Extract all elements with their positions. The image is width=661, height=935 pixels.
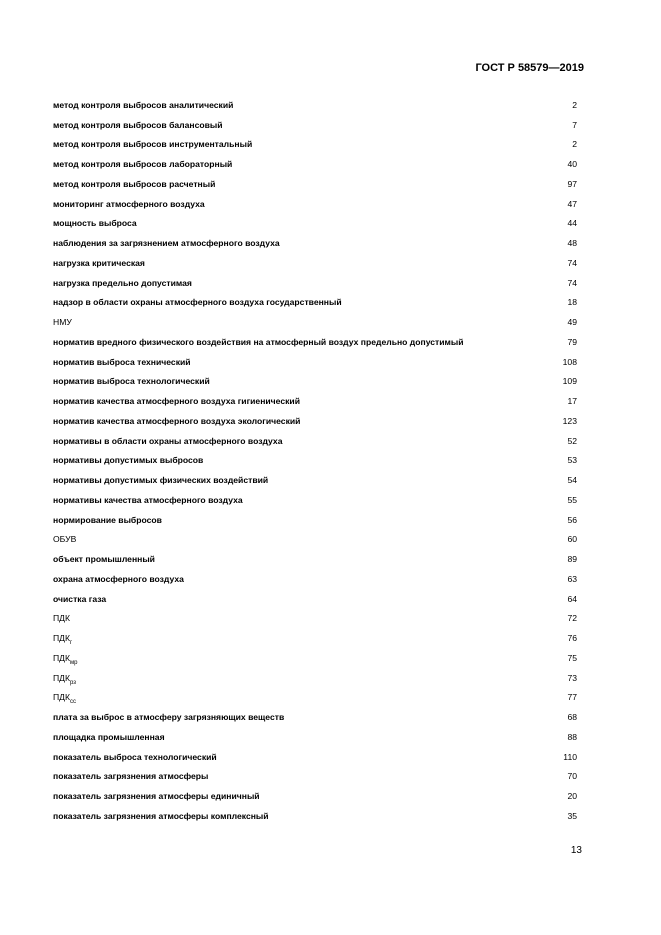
index-entry (53, 510, 577, 530)
index-entry (53, 194, 577, 214)
index-page-reference: 48 (567, 238, 577, 249)
index-term-text: объект промышленный (53, 554, 155, 565)
index-term-text: ПДК (53, 692, 71, 703)
index-entry (53, 135, 577, 155)
index-entry (53, 727, 577, 747)
index-page-reference: 97 (567, 178, 577, 189)
index-page-reference: 74 (567, 277, 577, 288)
index-page-reference: 123 (562, 415, 577, 426)
index-entry (53, 589, 577, 609)
index-entry (53, 233, 577, 253)
index-entry (53, 253, 577, 273)
index-entry (53, 273, 577, 293)
index-term (53, 218, 137, 228)
index-term-subscript: мр (70, 659, 78, 666)
index-term (53, 357, 191, 367)
index-entry (53, 747, 577, 767)
index-page-reference: 2 (572, 99, 577, 110)
index-term (53, 317, 72, 327)
index-term-text: норматив выброса технический (53, 356, 191, 367)
index-term (53, 811, 269, 821)
index-term-subscript: рз (70, 679, 77, 686)
index-term (53, 278, 192, 288)
index-page-reference: 73 (567, 672, 577, 683)
index-page-reference: 70 (567, 771, 577, 782)
index-page-reference: 52 (567, 435, 577, 446)
index-entry (53, 372, 577, 392)
index-entry (53, 767, 577, 787)
index-term-text: показатель выброса технологический (53, 751, 217, 762)
index-entry (53, 786, 577, 806)
index-page-reference: 18 (567, 297, 577, 308)
index-term (53, 752, 217, 762)
index-page-reference: 60 (567, 534, 577, 545)
index-term-text: нормативы допустимых выбросов (53, 455, 204, 466)
index-term-text: мощность выброса (53, 218, 137, 229)
page-number: 13 (570, 845, 582, 856)
index-entry (53, 668, 577, 688)
index-term (53, 672, 77, 686)
index-page-reference: 88 (567, 731, 577, 742)
index-page-reference: 79 (567, 336, 577, 347)
index-term-text: ОБУВ (53, 534, 77, 545)
index-term-text: ПДК (53, 613, 71, 624)
index-entry (53, 332, 577, 352)
index-term-text: НМУ (53, 317, 72, 328)
index-page-reference: 75 (567, 652, 577, 663)
index-term (53, 199, 205, 209)
index-term-text: мониторинг атмосферного воздуха (53, 198, 205, 209)
index-term-text: нормативы в области охраны атмосферного воздуха (53, 435, 283, 446)
index-page-reference: 49 (567, 317, 577, 328)
index-term-text: метод контроля выбросов балансовый (53, 119, 223, 130)
index-term (53, 692, 77, 706)
index-entry (53, 312, 577, 332)
index-page-reference: 47 (567, 198, 577, 209)
index-term-text: плата за выброс в атмосферу загрязняющих веществ (53, 712, 285, 723)
index-term-subscript: г (70, 640, 73, 647)
index-term (53, 771, 208, 781)
index-term-subscript: сс (70, 699, 77, 706)
index-term-text: нагрузка критическая (53, 257, 145, 268)
index-entry (53, 451, 577, 471)
index-page-reference: 54 (567, 475, 577, 486)
index-term-text: показатель загрязнения атмосферы (53, 771, 209, 782)
index-entry (53, 569, 577, 589)
index-term-text: показатель загрязнения атмосферы единичный (53, 791, 260, 802)
index-term-text: норматив качества атмосферного воздуха гигиенический (53, 396, 300, 407)
index-term-text: ПДК (53, 652, 71, 663)
index-term (53, 238, 280, 248)
index-term (53, 139, 252, 149)
index-term (53, 258, 145, 268)
index-term (53, 455, 203, 465)
index-term-text: нормативы допустимых физических воздействий (53, 475, 269, 486)
index-entry (53, 707, 577, 727)
index-page-reference: 109 (562, 376, 577, 387)
index-page-reference: 7 (572, 119, 577, 130)
document-standard-header: ГОСТ Р 58579—2019 (475, 62, 584, 74)
index-term (53, 179, 215, 189)
index-term-text: нагрузка предельно допустимая (53, 277, 192, 288)
index-term (53, 791, 260, 801)
index-term-text: метод контроля выбросов расчетный (53, 178, 216, 189)
index-entry (53, 174, 577, 194)
index-term (53, 396, 300, 406)
index-page-reference: 17 (567, 396, 577, 407)
index-entry (53, 95, 577, 115)
index-page-reference: 44 (567, 218, 577, 229)
index-entry (53, 806, 577, 826)
index-page-reference: 55 (567, 494, 577, 505)
index-term (53, 515, 162, 525)
index-page-reference: 35 (567, 810, 577, 821)
index-term (53, 475, 268, 485)
index-term-text: площадка промышленная (53, 731, 165, 742)
index-term-text: метод контроля выбросов аналитический (53, 99, 234, 110)
index-term-text: наблюдения за загрязнением атмосферного воздуха (53, 238, 280, 249)
index-term-text: метод контроля выбросов инструментальный (53, 139, 253, 150)
index-term (53, 100, 233, 110)
index-page-reference: 40 (567, 159, 577, 170)
index-page-reference: 56 (567, 514, 577, 525)
index-term (53, 159, 232, 169)
index-term (53, 613, 70, 623)
index-page-reference: 68 (567, 712, 577, 723)
index-term (53, 436, 282, 446)
index-term-text: надзор в области охраны атмосферного воздуха государственный (53, 297, 342, 308)
index-term (53, 652, 78, 666)
index-term-text: метод контроля выбросов лабораторный (53, 159, 233, 170)
index-term (53, 416, 300, 426)
index-page-reference: 89 (567, 554, 577, 565)
index-term (53, 554, 155, 564)
index-term (53, 376, 210, 386)
index-page-reference: 76 (567, 633, 577, 644)
index-term (53, 732, 165, 742)
index-term-text: норматив выброса технологический (53, 376, 210, 387)
index-entry (53, 352, 577, 372)
index-term-text: показатель загрязнения атмосферы комплексный (53, 810, 269, 821)
index-page-reference: 20 (567, 791, 577, 802)
index-entry (53, 530, 577, 550)
alphabetical-index-list (53, 95, 577, 826)
index-entry (53, 628, 577, 648)
index-page-reference: 63 (567, 573, 577, 584)
index-page-reference: 53 (567, 455, 577, 466)
index-page-reference: 64 (567, 593, 577, 604)
index-page-reference: 2 (572, 139, 577, 150)
index-term (53, 574, 184, 584)
index-term-text: охрана атмосферного воздуха (53, 573, 184, 584)
index-page-reference: 77 (567, 692, 577, 703)
index-term-text: нормативы качества атмосферного воздуха (53, 494, 243, 505)
index-term (53, 633, 73, 647)
index-page-reference: 108 (562, 356, 577, 367)
index-entry (53, 490, 577, 510)
index-entry (53, 648, 577, 668)
index-term-text: нормирование выбросов (53, 514, 162, 525)
index-entry (53, 115, 577, 135)
index-term (53, 594, 106, 604)
index-term-text: норматив вредного физического воздействия на атмосферный воздух предельно допустимый (53, 336, 464, 347)
index-term (53, 337, 464, 347)
index-entry (53, 154, 577, 174)
index-entry (53, 431, 577, 451)
index-entry (53, 293, 577, 313)
index-page-reference: 110 (563, 751, 577, 762)
index-entry (53, 609, 577, 629)
index-term-text: норматив качества атмосферного воздуха экологический (53, 415, 301, 426)
index-entry (53, 470, 577, 490)
index-term (53, 297, 342, 307)
index-term (53, 534, 76, 544)
index-entry (53, 391, 577, 411)
index-entry (53, 688, 577, 708)
index-term (53, 495, 243, 505)
index-term-text: ПДК (53, 672, 71, 683)
index-term (53, 120, 223, 130)
index-term (53, 712, 284, 722)
index-entry (53, 549, 577, 569)
index-entry (53, 411, 577, 431)
index-page-reference: 74 (567, 257, 577, 268)
index-entry (53, 214, 577, 234)
index-term-text: ПДК (53, 633, 71, 644)
index-page-reference: 72 (567, 613, 577, 624)
index-term-text: очистка газа (53, 593, 107, 604)
